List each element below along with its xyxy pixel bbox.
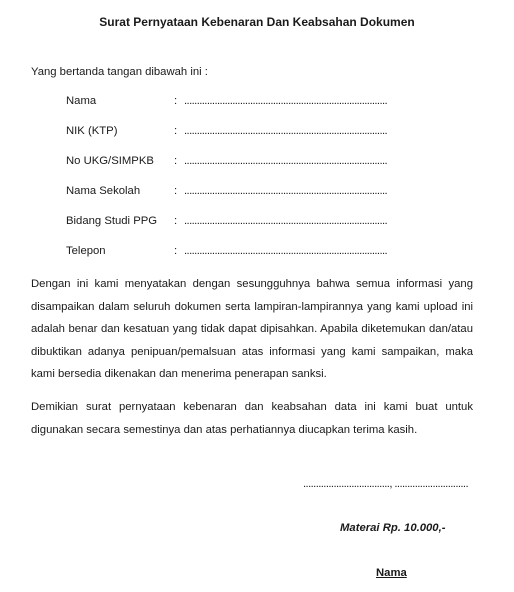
field-row-sekolah <box>66 185 394 215</box>
field-row-bidang-studi <box>66 215 394 245</box>
field-dotted-line: ................................................................................ <box>184 95 388 107</box>
field-separator: : <box>174 245 178 257</box>
field-separator: : <box>174 185 178 197</box>
field-separator: : <box>174 215 178 227</box>
field-label: Telepon <box>66 245 106 257</box>
field-label: Nama <box>66 95 97 107</box>
field-dotted-line: ................................................................................ <box>184 245 388 257</box>
document-title: Surat Pernyataan Kebenaran Dan Keabsahan Dokumen <box>99 15 415 29</box>
field-separator: : <box>174 95 178 107</box>
field-dotted-line: ................................................................................ <box>184 155 388 167</box>
field-label: Bidang Studi PPG <box>66 215 158 227</box>
field-dotted-line: ................................................................................ <box>184 125 388 137</box>
field-row-telepon <box>66 245 394 275</box>
field-dotted-line: ................................................................................ <box>184 215 388 227</box>
materai-label: Materai Rp. 10.000,- <box>340 522 446 534</box>
field-separator: : <box>174 125 178 137</box>
statement-paragraph: Dengan ini kami menyatakan dengan sesungguhnya bahwa semua informasi yang disampaikan dalam seluruh dokumen serta lampiran-lampirannya yang kami upload ini adalah benar dan kesatuan yang tidak dapat dipisahkan. Apabila diketemukan dan/atau dibuktikan adanya penipuan/pemalsuan atas informasi yang kami sampaikan, maka kami bersedia dikenakan dan menerima penerapan sanksi. <box>31 278 473 380</box>
field-label: No UKG/SIMPKB <box>66 155 154 167</box>
field-row-nama <box>66 95 394 125</box>
place-date-line: .................................., ............................. <box>303 478 469 490</box>
field-dotted-line: ................................................................................ <box>184 185 388 197</box>
intro-text: Yang bertanda tangan dibawah ini : <box>31 66 208 78</box>
identity-fields <box>66 95 394 275</box>
field-separator: : <box>174 155 178 167</box>
field-row-nik <box>66 125 394 155</box>
field-label: NIK (KTP) <box>66 125 118 137</box>
field-row-ukg <box>66 155 394 185</box>
field-label: Nama Sekolah <box>66 185 141 197</box>
closing-paragraph: Demikian surat pernyataan kebenaran dan keabsahan data ini kami buat untuk digunakan secara semestinya dan atas perhatiannya diucapkan terima kasih. <box>31 401 473 436</box>
signatory-name: Nama <box>376 567 407 579</box>
